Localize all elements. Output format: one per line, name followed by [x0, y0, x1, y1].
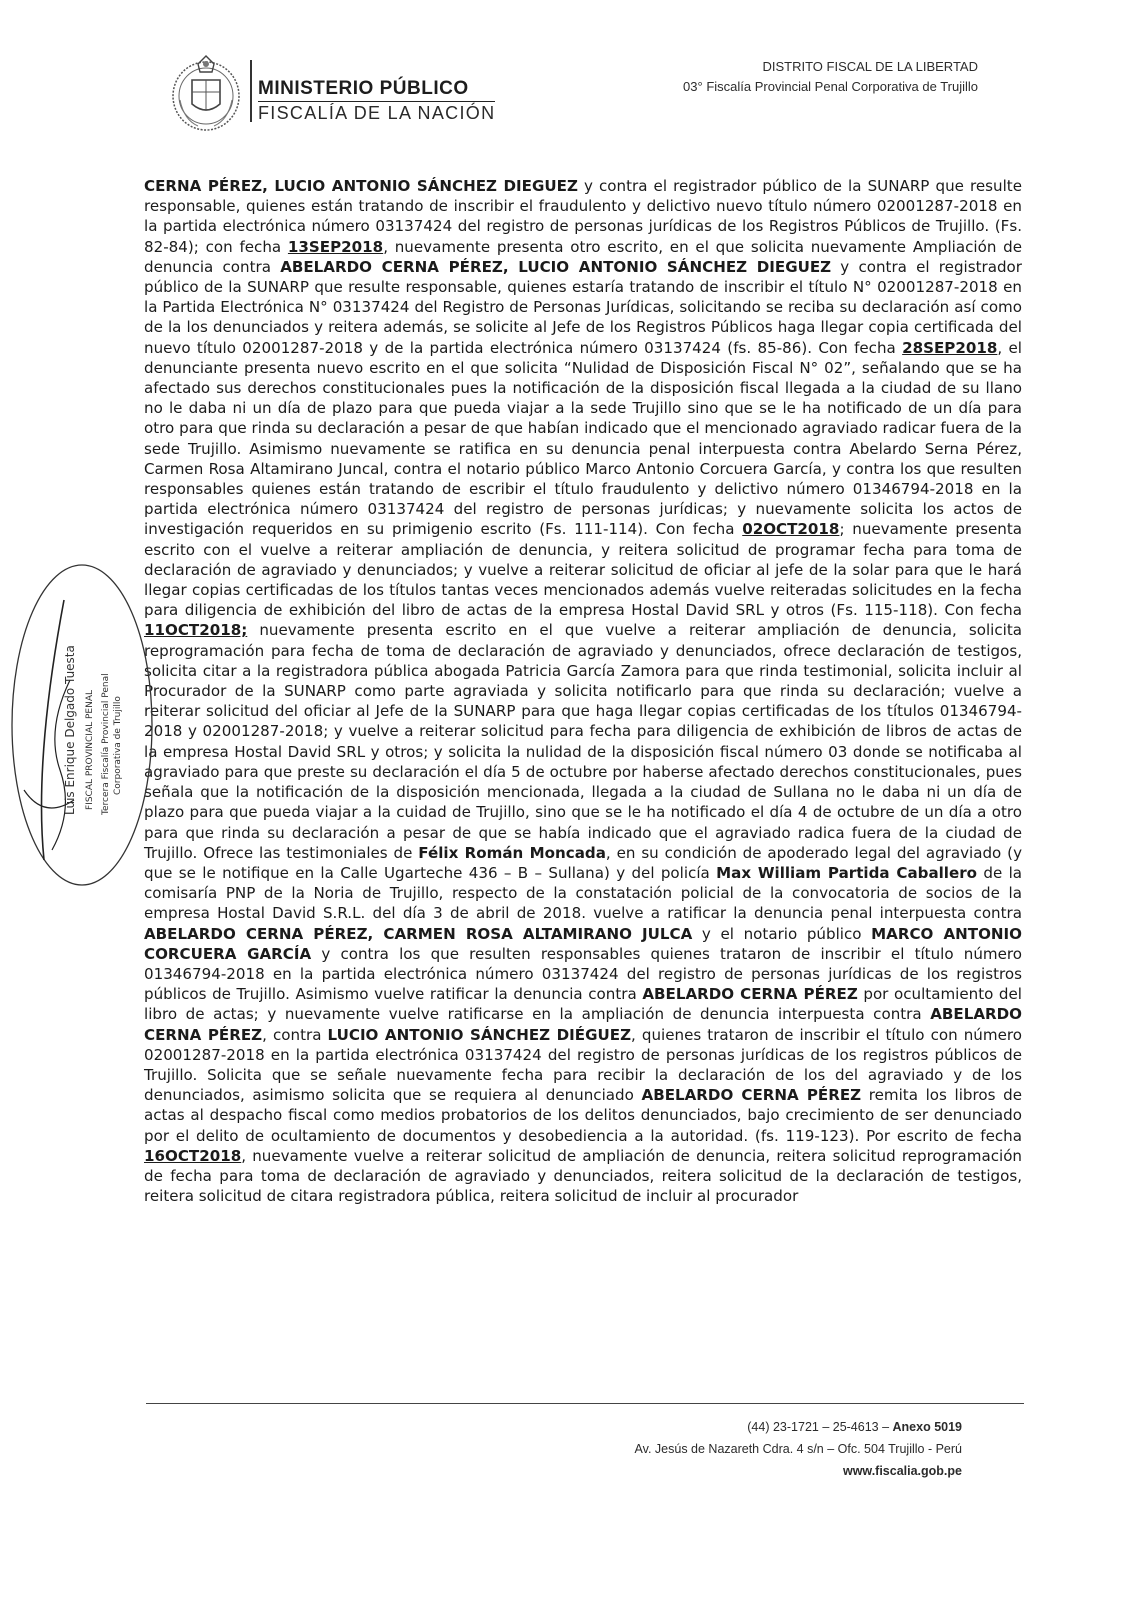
coat-of-arms-seal-icon [168, 50, 244, 134]
footer-website: www.fiscalia.gob.pe [842, 1464, 962, 1478]
footer-address: Av. Jesús de Nazareth Cdra. 4 s/n – Ofc. 504 Trujillo - Perú [634, 1442, 962, 1456]
text-run: , nuevamente presenta otro escrito, en el que solicita nuevamente Ampliación de denuncia contra [144, 237, 1023, 276]
stamp-title: FISCAL PROVINCIAL PENAL [85, 690, 95, 810]
text-run: y el notario público [692, 924, 872, 943]
bold-name: ABELARDO CERNA PÉREZ [642, 985, 858, 1004]
text-run: , nuevamente vuelve a reiterar solicitud de ampliación de denuncia, reitera solicitud reprogramación de fecha para toma de declaración de agraviado y denunciados, reitera solicitud de la declaración de testigos, reitera solicitud de citara registradora pública, reitera solicitud de incluir al procurador [144, 1146, 1022, 1206]
bold-name: Félix Román Moncada [418, 843, 606, 862]
institution-block [258, 78, 495, 124]
text-run: ; nuevamente presenta escrito con el vuelve a reiterar ampliación de denuncia, y reitera solicitud de programar fecha para toma de declaración de agraviado y denunciados; y vuelve a reiterar solicitud de oficiar al jefe de la solar para que le hará llegar copias certificadas de los títulos tantas veces mencionados además vuelve reiteradas solicitudes en la fecha para diligencia de exhibición del libro de actas de la empresa Hostal David SRL y otros (Fs. 115-118). Con fecha [144, 520, 1022, 620]
stamp-name: Luis Enrique Delgado Tuesta [63, 645, 77, 815]
text-run: y contra el registrador público de la SUNARP que resulte responsable, quienes están tratando de inscribir el fraudulento y delictivo nuevo título número 02001287-2018 en la partida electrónica número 03137424 del registro de personas jurídicas de los Registros Públicos de Trujillo. (Fs. 82-84); con fecha [144, 177, 1022, 256]
footer-phone-line [635, 1416, 962, 1438]
footer-divider [146, 1403, 1024, 1404]
institution-name: MINISTERIO PÚBLICO [258, 78, 495, 102]
text-run: nuevamente presenta escrito en el que vuelve a reiterar ampliación de denuncia, solicita reprogramación para fecha de toma de declaración de agraviado y denunciados, ofrece declaración de testigos, solicita citar a la registradora pública abogada Patricia García Zamora para que rinda testimonial, solicita incluir al Procurador de la SUNARP como parte agraviada y solicita notificarlo para que rinda su declaración; vuelve a reiterar solicitud del oficiar al Jefe de la SUNARP para que haga llegar copias certificadas de los títulos 01346794-2018 y 02001287-2018; y vuelve a reiterar solicitud para fecha para diligencia de exhibición de libros de actas de la empresa Hostal David SRL y otros; y solicita la nulidad de la disposición fiscal número 03 donde se notificaba al agraviado para que preste su declaración el día 5 de octubre por haberse afectado derechos constitucionales, pues señala que la notificación de la disposición mencionada, llegada a la ciudad de Sullana no le daba ni un día de plazo para que pueda viajar a la cuidad de Trujillo, sino que se le ha notificado el día 4 de octubre de un día a otro para que rinda su declaración a pesar de que se había indicado que el agraviado radica fuera de la ciudad de Trujillo. Ofrece las testimoniales de [144, 621, 1022, 862]
institution-subtitle: FISCALÍA DE LA NACIÓN [258, 103, 496, 123]
bold-name: LUCIO ANTONIO SÁNCHEZ DIÉGUEZ [327, 1025, 632, 1044]
text-run: remita los libros de actas al despacho fiscal como medios probatorios de los delitos denunciados, bajo crecimiento de ser denunciado por el delito de ocultamiento de documentos y desobediencia a la autoridad. (fs. 119-123). Por escrito de fecha [144, 1086, 1022, 1145]
stamp-office: Tercera Fiscalía Provincial Penal [101, 673, 111, 815]
stamp-office-2: Corporativa de Trujillo [113, 696, 123, 795]
text-run: , el denunciante presenta nuevo escrito en el que solicita “Nulidad de Disposición Fiscal N° 02”, señalando que se ha afectado sus derechos constitucionales pues la notificación de la disposición fiscal llegada a la ciudad de su llano no le daba ni un día de plazo para que pueda viajar a la sede Trujillo sino que se le ha notificado de un día para otro para que rinda su declaración a pesar de que habían indicado que el mencionado agraviado radicar fuera de la sede Trujillo. Asimismo nuevamente se ratifica en su denuncia penal interpuesta contra Abelardo Serna Pérez, Carmen Rosa Altamirano Juncal, contra el notario público Marco Antonio Corcuera García, y contra los que resulten responsables quienes están tratando de escribir el título fraudulento y delictivo número 01346794-2018 en la partida electrónica número 03137424 del registro de personas jurídicas; y nuevamente solicita los actos de investigación requeridos en su primigenio escrito (Fs. 111-114). Con fecha [144, 338, 1023, 539]
district-label: DISTRITO FISCAL DE LA LIBERTAD [762, 59, 978, 74]
bold-name: MARCO ANTONIO CORCUERA GARCÍA [144, 924, 1022, 963]
text-run: , en su condición de apoderado legal del agraviado (y que se le notifique en la Calle Ugarteche 436 – B – Sullana) y del policía [144, 843, 1022, 882]
date-reference: 16OCT2018 [144, 1146, 242, 1165]
bold-name: CERNA PÉREZ, LUCIO ANTONIO SÁNCHEZ DIEGUEZ [144, 177, 578, 195]
text-run: , quienes trataron de inscribir el título con número 02001287-2018 en la partida electrónica 03137424 del registro de personas jurídicas de los registros públicos de Trujillo. Solicita que se señale nuevamente fecha para recibir la declaración de los del agraviado y de los denunciados, asimismo solicita que se requiera al denunciado [144, 1025, 1022, 1105]
office-header [683, 57, 978, 97]
footer-annex: Anexo 5019 [892, 1420, 962, 1434]
office-label: 03° Fiscalía Provincial Penal Corporativa de Trujillo [683, 79, 978, 94]
text-run: y contra el registrador público de la SUNARP que resulte responsable, quienes estaría tratando de inscribir el título N° 02001287-2018 en la Partida Electrónica N° 03137424 del Registro de Personas Jurídicas, solicitando se reciba su declaración así como de la los denunciados y reitera además, se solicite al Jefe de los Registros Públicos haga llegar copia certificada del nuevo título 02001287-2018 y de la partida electrónica número 03137424 (fs. 85-86). Con fecha [144, 257, 1022, 357]
bold-name: ABELARDO CERNA PÉREZ, LUCIO ANTONIO SÁNCHEZ DIEGUEZ [280, 257, 832, 276]
footer [635, 1416, 962, 1482]
date-reference: 28SEP2018 [902, 338, 998, 357]
footer-phone: (44) 23-1721 – 25-4613 – [747, 1420, 893, 1434]
logo-divider [250, 60, 252, 122]
bold-name: ABELARDO CERNA PÉREZ [641, 1086, 862, 1105]
text-run: de la comisaría PNP de la Noria de Trujillo, respecto de la constatación policial de la convocatoria de socios de la empresa Hostal David S.R.L. del día 3 de abril de 2018. vuelve a ratificar la denuncia penal interpuesta contra [144, 863, 1023, 923]
text-run: , contra [262, 1025, 328, 1044]
text-run: y contra los que resulten responsables quienes trataron de inscribir el título número 01346794-2018 en la partida electrónica número 03137424 del registro de personas jurídicas de los registros públicos de Trujillo. Asimismo vuelve ratificar la denuncia contra [144, 944, 1022, 1004]
bold-name: ABELARDO CERNA PÉREZ [144, 1005, 1022, 1044]
date-reference: 11OCT2018; [144, 621, 248, 640]
bold-name: Max William Partida Caballero [716, 863, 978, 882]
date-reference: 13SEP2018 [287, 237, 384, 256]
text-run: por ocultamiento del libro de actas; y nuevamente vuelve ratificarse en la ampliación de denuncia interpuesta contra [144, 985, 1022, 1024]
bold-name: ABELARDO CERNA PÉREZ, CARMEN ROSA ALTAMIRANO JULCA [144, 924, 693, 943]
prosecutor-stamp [4, 560, 154, 890]
date-reference: 02OCT2018 [742, 520, 840, 539]
body-paragraph [144, 176, 1022, 1206]
